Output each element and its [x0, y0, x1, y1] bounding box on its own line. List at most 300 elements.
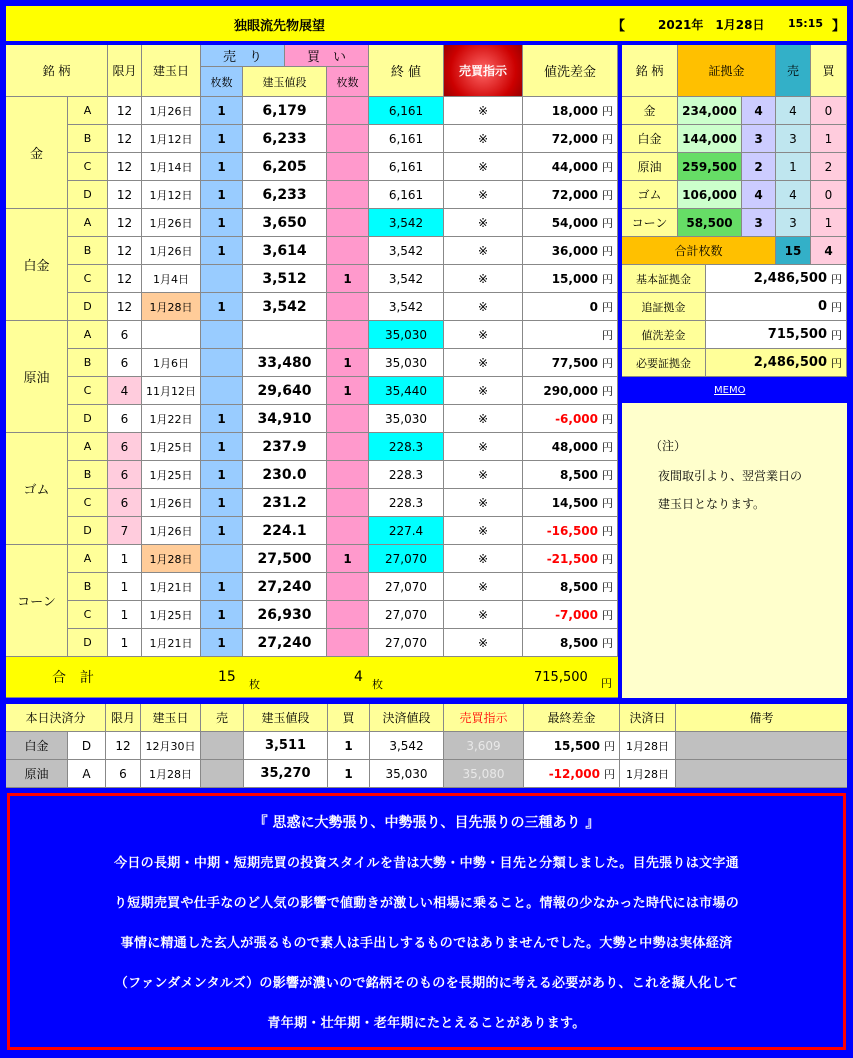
summary-sell: 3 — [776, 209, 811, 237]
settle-header-price: 建玉値段 — [244, 704, 328, 732]
yen-unit: 円 — [602, 384, 613, 398]
memo-link[interactable]: MEMO — [714, 385, 746, 396]
summary-item-value — [706, 349, 847, 377]
summary-item-label: 基本証拠金 — [622, 265, 706, 293]
row-open-price: 27,240 — [243, 629, 327, 657]
row-diff-value: 72,000 — [551, 187, 598, 202]
settle-sell — [201, 732, 244, 760]
header-sell-qty: 枚数 — [201, 67, 243, 97]
row-diff-value: 8,500 — [560, 579, 598, 594]
row-sell-qty: 1 — [201, 573, 243, 601]
summary-brand: 原油 — [622, 153, 678, 181]
row-instruction-mark: ※ — [444, 489, 523, 517]
summary-header-sell: 売 — [776, 45, 811, 97]
row-sell-qty: 1 — [201, 601, 243, 629]
summary-item-value — [706, 293, 847, 321]
date-bracket-open: 【 — [612, 19, 626, 34]
row-diff — [523, 433, 618, 461]
row-month: 6 — [108, 349, 142, 377]
row-open-date: 1月28日 — [142, 293, 201, 321]
row-buy-qty — [327, 433, 369, 461]
summary-total-buy: 4 — [811, 237, 847, 265]
row-close: 228.3 — [369, 433, 444, 461]
summary-header-margin: 証拠金 — [678, 45, 776, 97]
summary-margin: 144,000 — [678, 125, 742, 153]
row-month: 6 — [108, 405, 142, 433]
row-instruction-mark: ※ — [444, 125, 523, 153]
header-instruction: 売買指示 — [444, 45, 523, 97]
row-buy-qty — [327, 97, 369, 125]
row-sell-qty: 1 — [201, 629, 243, 657]
settle-instruction: 3,609 — [444, 732, 524, 760]
header-buy-qty: 枚数 — [327, 67, 369, 97]
row-instruction-mark: ※ — [444, 601, 523, 629]
row-diff — [523, 293, 618, 321]
summary-sell: 4 — [776, 97, 811, 125]
row-close: 3,542 — [369, 209, 444, 237]
row-buy-qty — [327, 517, 369, 545]
summary-item-amount: 2,486,500 — [753, 271, 827, 286]
row-diff — [523, 209, 618, 237]
row-month: 12 — [108, 153, 142, 181]
row-diff-value: 15,000 — [551, 271, 598, 286]
row-sell-qty — [201, 321, 243, 349]
row-diff-value: 8,500 — [560, 635, 598, 650]
row-open-date: 1月26日 — [142, 97, 201, 125]
row-diff — [523, 489, 618, 517]
yen-unit: 円 — [602, 328, 613, 342]
settle-header-settle-price: 決済値段 — [370, 704, 444, 732]
row-diff-value: 72,000 — [551, 131, 598, 146]
header-diff: 値洗差金 — [523, 45, 618, 97]
memo-note-label: （注） — [650, 439, 687, 453]
row-open-date: 1月21日 — [142, 629, 201, 657]
settle-brand: 白金 — [6, 732, 68, 760]
memo-line-2: 建玉日となります。 — [658, 497, 766, 511]
row-sub: D — [68, 629, 108, 657]
row-open-price: 29,640 — [243, 377, 327, 405]
row-sell-qty: 1 — [201, 209, 243, 237]
row-month: 4 — [108, 377, 142, 405]
summary-count: 3 — [742, 209, 776, 237]
row-sub: C — [68, 265, 108, 293]
row-instruction-mark: ※ — [444, 377, 523, 405]
summary-brand: 白金 — [622, 125, 678, 153]
summary-buy: 0 — [811, 181, 847, 209]
settle-sub: A — [68, 760, 106, 788]
title-bar — [6, 6, 847, 41]
summary-item-amount: 0 — [817, 299, 827, 314]
settle-brand: 原油 — [6, 760, 68, 788]
settle-sell — [201, 760, 244, 788]
yen-unit: 円 — [602, 216, 613, 230]
row-open-price: 6,205 — [243, 153, 327, 181]
settlement-table — [6, 704, 847, 788]
row-open-date: 1月26日 — [142, 517, 201, 545]
summary-count: 2 — [742, 153, 776, 181]
row-sub: D — [68, 517, 108, 545]
row-diff-value: -16,500 — [546, 523, 598, 538]
settle-header-sell: 売 — [201, 704, 244, 732]
row-diff-value: 48,000 — [551, 439, 598, 454]
row-instruction-mark: ※ — [444, 349, 523, 377]
settle-header-date2: 決済日 — [620, 704, 676, 732]
summary-margin: 58,500 — [678, 209, 742, 237]
summary-brand: 金 — [622, 97, 678, 125]
row-sell-qty — [201, 349, 243, 377]
row-buy-qty — [327, 181, 369, 209]
summary-header-brand: 銘 柄 — [622, 45, 678, 97]
row-diff-value: 77,500 — [551, 355, 598, 370]
settle-date: 12月30日 — [141, 732, 201, 760]
settle-month: 6 — [106, 760, 141, 788]
total-row — [6, 657, 618, 698]
row-buy-qty: 1 — [327, 349, 369, 377]
row-open-date: 1月25日 — [142, 461, 201, 489]
summary-item-label: 値洗差金 — [622, 321, 706, 349]
row-buy-qty — [327, 601, 369, 629]
settle-note — [676, 760, 847, 788]
row-diff-value: 18,000 — [551, 103, 598, 118]
row-sell-qty: 1 — [201, 153, 243, 181]
row-buy-qty: 1 — [327, 265, 369, 293]
summary-total-sell: 15 — [776, 237, 811, 265]
row-month: 12 — [108, 209, 142, 237]
row-close: 3,542 — [369, 293, 444, 321]
row-close: 35,440 — [369, 377, 444, 405]
summary-item-label: 必要証拠金 — [622, 349, 706, 377]
row-open-price: 27,240 — [243, 573, 327, 601]
row-sell-qty: 1 — [201, 97, 243, 125]
summary-count: 4 — [742, 97, 776, 125]
row-sub: B — [68, 125, 108, 153]
group-name: 金 — [6, 97, 68, 209]
total-diff-yen: 円 — [601, 677, 612, 690]
row-diff — [523, 461, 618, 489]
row-diff-value: 8,500 — [560, 467, 598, 482]
summary-buy: 2 — [811, 153, 847, 181]
summary-brand: コーン — [622, 209, 678, 237]
row-close: 6,161 — [369, 153, 444, 181]
total-diff: 715,500 — [534, 670, 588, 685]
row-month: 6 — [108, 461, 142, 489]
row-instruction-mark: ※ — [444, 293, 523, 321]
row-sub: A — [68, 545, 108, 573]
row-sell-qty: 1 — [201, 517, 243, 545]
summary-count: 4 — [742, 181, 776, 209]
row-open-price: 224.1 — [243, 517, 327, 545]
row-instruction-mark: ※ — [444, 517, 523, 545]
header-sell: 売 り — [201, 45, 285, 67]
row-buy-qty — [327, 461, 369, 489]
row-open-price: 3,650 — [243, 209, 327, 237]
report-date: 2021年 1月28日 — [658, 18, 765, 32]
row-open-date: 1月26日 — [142, 489, 201, 517]
row-open-price: 3,512 — [243, 265, 327, 293]
row-open-date: 1月12日 — [142, 181, 201, 209]
yen-unit: 円 — [602, 468, 613, 482]
settle-settle-date: 1月28日 — [620, 760, 676, 788]
row-open-date: 1月28日 — [142, 545, 201, 573]
row-diff — [523, 517, 618, 545]
row-close: 6,161 — [369, 181, 444, 209]
row-instruction-mark: ※ — [444, 209, 523, 237]
summary-count: 3 — [742, 125, 776, 153]
yen-unit: 円 — [602, 608, 613, 622]
row-buy-qty — [327, 573, 369, 601]
total-sell: 15 — [218, 669, 236, 685]
yen-unit: 円 — [602, 160, 613, 174]
row-diff — [523, 349, 618, 377]
row-open-price: 6,233 — [243, 181, 327, 209]
article-title: 『 思惑に大勢張り、中勢張り、目先張りの三種あり 』 — [253, 815, 600, 831]
row-sub: A — [68, 97, 108, 125]
settle-final — [524, 732, 620, 760]
row-month: 12 — [108, 293, 142, 321]
row-diff-value: 54,000 — [551, 215, 598, 230]
row-instruction-mark: ※ — [444, 153, 523, 181]
row-close: 228.3 — [369, 461, 444, 489]
row-open-date: 1月12日 — [142, 125, 201, 153]
summary-buy: 1 — [811, 209, 847, 237]
settle-final-value: -12,000 — [548, 766, 600, 781]
row-sell-qty: 1 — [201, 461, 243, 489]
settle-month: 12 — [106, 732, 141, 760]
yen-unit: 円 — [602, 300, 613, 314]
row-month: 1 — [108, 601, 142, 629]
yen-unit: 円 — [602, 132, 613, 146]
settle-price: 35,270 — [244, 760, 328, 788]
summary-margin: 106,000 — [678, 181, 742, 209]
summary-margin: 234,000 — [678, 97, 742, 125]
yen-unit: 円 — [831, 272, 842, 286]
row-close: 3,542 — [369, 237, 444, 265]
row-instruction-mark: ※ — [444, 97, 523, 125]
row-buy-qty: 1 — [327, 545, 369, 573]
row-sub: C — [68, 377, 108, 405]
row-sell-qty — [201, 265, 243, 293]
yen-unit: 円 — [831, 328, 842, 342]
summary-item-value — [706, 321, 847, 349]
row-close: 27,070 — [369, 573, 444, 601]
row-buy-qty — [327, 405, 369, 433]
group-name: ゴム — [6, 433, 68, 545]
header-open-price: 建玉値段 — [243, 67, 327, 97]
settle-header-instruction: 売買指示 — [444, 704, 524, 732]
row-close: 6,161 — [369, 125, 444, 153]
row-open-date: 1月26日 — [142, 237, 201, 265]
row-month: 6 — [108, 321, 142, 349]
row-sub: B — [68, 349, 108, 377]
summary-buy: 1 — [811, 125, 847, 153]
row-diff — [523, 377, 618, 405]
row-open-date — [142, 321, 201, 349]
group-name: 原油 — [6, 321, 68, 433]
row-open-price: 34,910 — [243, 405, 327, 433]
settle-final-value: 15,500 — [553, 738, 600, 753]
header-brand: 銘 柄 — [6, 45, 108, 97]
settle-header-date: 建玉日 — [141, 704, 201, 732]
row-sell-qty: 1 — [201, 489, 243, 517]
row-open-date: 1月21日 — [142, 573, 201, 601]
article-line: 青年期・壮年期・老年期にたとえることがあります。 — [267, 1016, 586, 1031]
yen-unit: 円 — [602, 272, 613, 286]
settle-date: 1月28日 — [141, 760, 201, 788]
summary-header-buy: 買 — [811, 45, 847, 97]
yen-unit: 円 — [602, 524, 613, 538]
group-name: コーン — [6, 545, 68, 657]
row-diff-value: 44,000 — [551, 159, 598, 174]
row-diff — [523, 573, 618, 601]
yen-unit: 円 — [831, 356, 842, 370]
row-buy-qty — [327, 629, 369, 657]
yen-unit: 円 — [602, 496, 613, 510]
row-diff-value: 36,000 — [551, 243, 598, 258]
yen-unit: 円 — [602, 104, 613, 118]
row-sub: C — [68, 601, 108, 629]
row-open-price: 6,233 — [243, 125, 327, 153]
settle-header-final: 最終差金 — [524, 704, 620, 732]
row-month: 6 — [108, 433, 142, 461]
row-sub: C — [68, 153, 108, 181]
row-month: 12 — [108, 181, 142, 209]
row-close: 35,030 — [369, 405, 444, 433]
article-line: 事情に精通した玄人が張るもので素人は手出しするものではありませんでした。大勢と中勢は実体経済 — [120, 936, 733, 951]
settle-header-month: 限月 — [106, 704, 141, 732]
yen-unit: 円 — [602, 552, 613, 566]
row-month: 12 — [108, 97, 142, 125]
settle-sub: D — [68, 732, 106, 760]
summary-item-amount: 2,486,500 — [753, 355, 827, 370]
row-buy-qty — [327, 125, 369, 153]
row-diff-value: -21,500 — [546, 551, 598, 566]
header-month: 限月 — [108, 45, 142, 97]
header-buy: 買 い — [285, 45, 369, 67]
row-diff-value: 0 — [589, 299, 598, 314]
row-close: 35,030 — [369, 349, 444, 377]
row-instruction-mark: ※ — [444, 265, 523, 293]
row-buy-qty — [327, 321, 369, 349]
memo-line-1: 夜間取引より、翌営業日の — [658, 469, 803, 483]
row-buy-qty — [327, 237, 369, 265]
row-diff — [523, 125, 618, 153]
settle-settle-date: 1月28日 — [620, 732, 676, 760]
yen-unit: 円 — [602, 580, 613, 594]
summary-table — [622, 45, 847, 375]
row-sub: B — [68, 461, 108, 489]
row-diff-value: -7,000 — [555, 607, 598, 622]
settle-price-close: 3,542 — [370, 732, 444, 760]
header-open-date: 建玉日 — [142, 45, 201, 97]
row-open-price: 33,480 — [243, 349, 327, 377]
article-line: 今日の長期・中期・短期売買の投資スタイルを昔は大勢・中勢・目先と分類しました。目先張りは文字通 — [114, 856, 739, 871]
row-diff — [523, 265, 618, 293]
summary-item-label: 追証拠金 — [622, 293, 706, 321]
row-open-date: 1月14日 — [142, 153, 201, 181]
yen-unit: 円 — [602, 244, 613, 258]
row-open-price: 231.2 — [243, 489, 327, 517]
row-open-date: 1月4日 — [142, 265, 201, 293]
row-open-price: 3,542 — [243, 293, 327, 321]
row-open-price: 27,500 — [243, 545, 327, 573]
row-diff — [523, 237, 618, 265]
summary-sell: 4 — [776, 181, 811, 209]
row-close: 27,070 — [369, 601, 444, 629]
row-open-date: 1月6日 — [142, 349, 201, 377]
row-open-date: 1月26日 — [142, 209, 201, 237]
row-open-price: 6,179 — [243, 97, 327, 125]
row-open-price: 230.0 — [243, 461, 327, 489]
row-open-price — [243, 321, 327, 349]
row-close: 227.4 — [369, 517, 444, 545]
row-diff — [523, 153, 618, 181]
row-open-date: 1月25日 — [142, 433, 201, 461]
row-instruction-mark: ※ — [444, 573, 523, 601]
summary-margin: 259,500 — [678, 153, 742, 181]
settle-buy: 1 — [328, 760, 370, 788]
row-buy-qty — [327, 489, 369, 517]
page-title: 独眼流先物展望 — [234, 19, 326, 34]
row-diff — [523, 181, 618, 209]
row-month: 1 — [108, 629, 142, 657]
settle-buy: 1 — [328, 732, 370, 760]
summary-buy: 0 — [811, 97, 847, 125]
row-instruction-mark: ※ — [444, 433, 523, 461]
row-close: 35,030 — [369, 321, 444, 349]
memo-box — [622, 379, 847, 698]
row-close: 27,070 — [369, 629, 444, 657]
yen-unit: 円 — [602, 636, 613, 650]
settle-final — [524, 760, 620, 788]
row-instruction-mark: ※ — [444, 321, 523, 349]
total-sell-unit: 枚 — [249, 678, 260, 691]
row-close: 228.3 — [369, 489, 444, 517]
yen-unit: 円 — [602, 188, 613, 202]
settle-price: 3,511 — [244, 732, 328, 760]
row-open-price: 26,930 — [243, 601, 327, 629]
row-sub: D — [68, 181, 108, 209]
row-sell-qty: 1 — [201, 181, 243, 209]
row-month: 7 — [108, 517, 142, 545]
row-sub: D — [68, 405, 108, 433]
row-instruction-mark: ※ — [444, 237, 523, 265]
row-sub: C — [68, 489, 108, 517]
row-diff-value: 290,000 — [543, 383, 598, 398]
total-buy-unit: 枚 — [372, 678, 383, 691]
row-instruction-mark: ※ — [444, 181, 523, 209]
row-open-date: 1月22日 — [142, 405, 201, 433]
row-close: 6,161 — [369, 97, 444, 125]
report-time: 15:15 — [788, 17, 824, 30]
article-box — [7, 793, 846, 1050]
row-diff — [523, 601, 618, 629]
settle-header-label: 本日決済分 — [6, 704, 106, 732]
article-line: り短期売買や仕手なのど人気の影響で値動きが激しい相場に乗ること。情報の少なかった時代には市場の — [113, 896, 740, 911]
row-sub: A — [68, 321, 108, 349]
row-instruction-mark: ※ — [444, 629, 523, 657]
article-line: （ファンダメンタルズ）の影響が濃いので銘柄そのものを長期的に考える必要があり、これを擬人化して — [114, 976, 739, 991]
row-diff-value: 14,500 — [551, 495, 598, 510]
header-close: 終 値 — [369, 45, 444, 97]
row-month: 12 — [108, 125, 142, 153]
row-diff — [523, 321, 618, 349]
yen-unit: 円 — [602, 412, 613, 426]
row-instruction-mark: ※ — [444, 545, 523, 573]
settle-price-close: 35,030 — [370, 760, 444, 788]
row-buy-qty — [327, 209, 369, 237]
yen-unit: 円 — [604, 739, 615, 753]
row-diff — [523, 545, 618, 573]
